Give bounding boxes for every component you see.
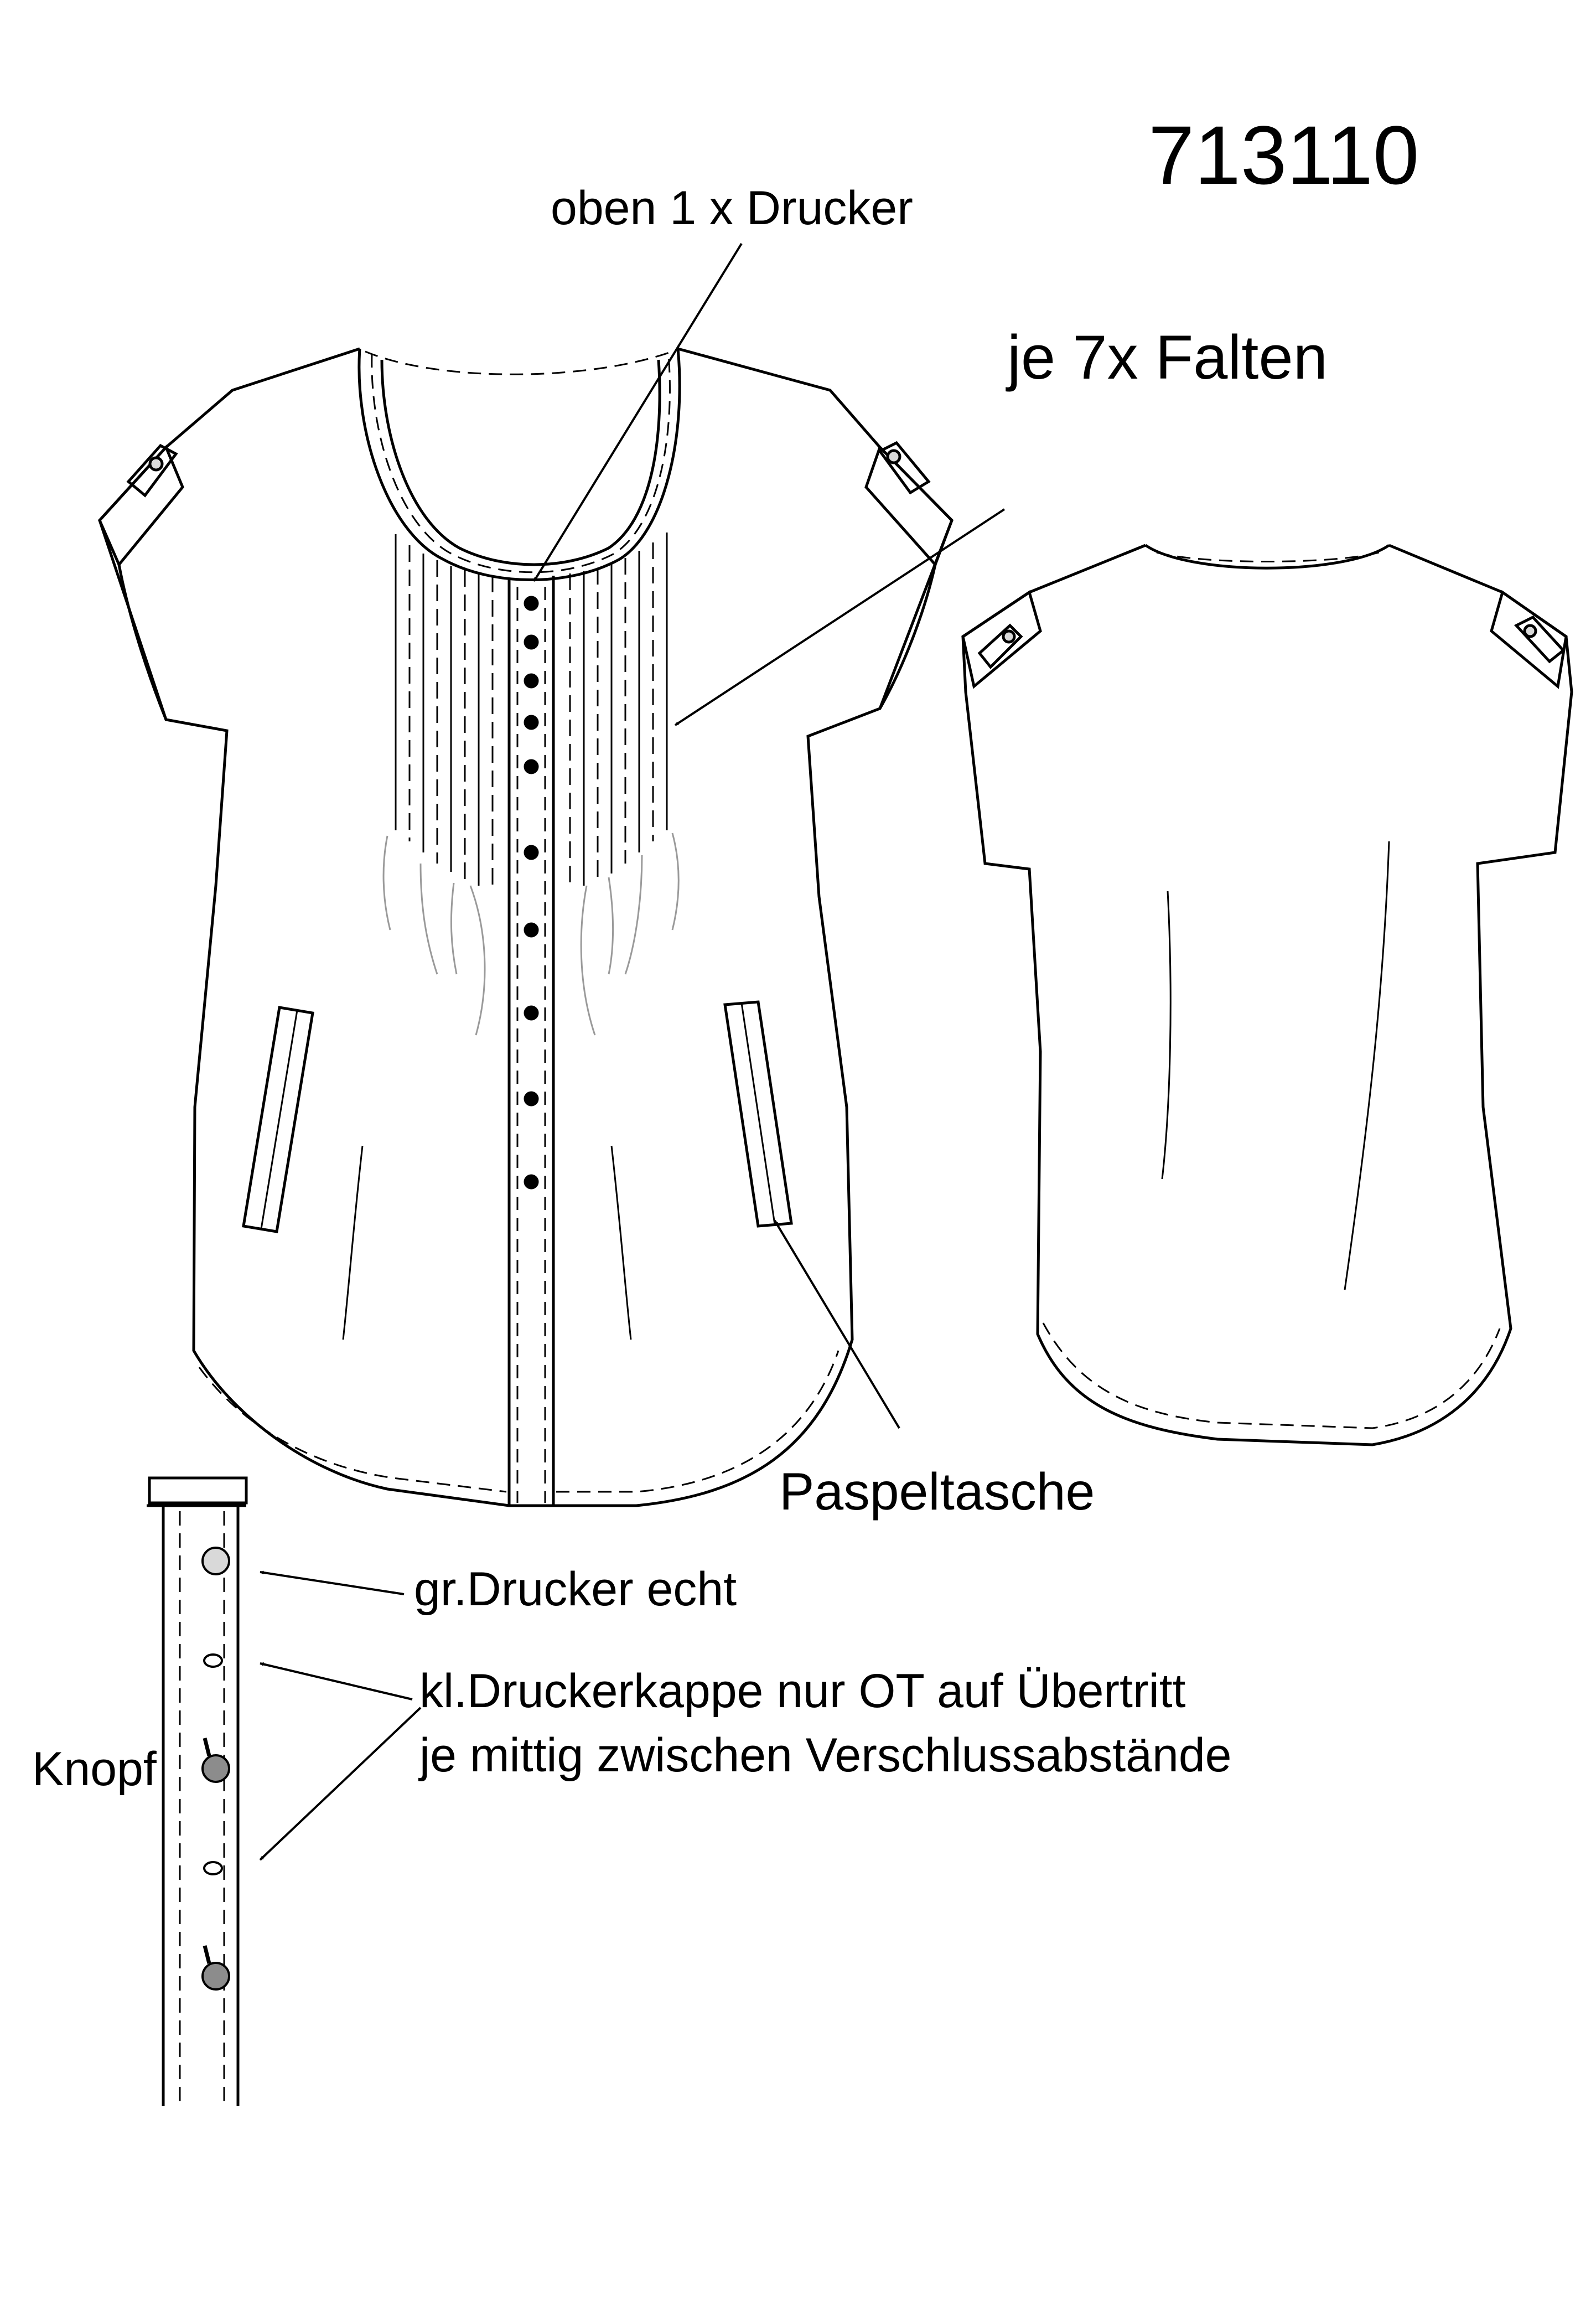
front-neckline-inner <box>382 360 660 565</box>
back-right-dart <box>1345 841 1389 1290</box>
back-body-outline <box>963 545 1572 1445</box>
detail-small-snap-cap-2 <box>204 1862 222 1874</box>
pleats-label: je 7x Falten <box>1007 323 1328 392</box>
leader-welt-pocket <box>775 1221 899 1428</box>
style-number: 713110 <box>1148 108 1419 201</box>
back-view <box>963 545 1572 1445</box>
detail-collar-block <box>149 1478 246 1503</box>
back-left-tab <box>980 626 1021 667</box>
front-left-sleeve-cuff <box>100 447 183 565</box>
front-right-tab-button <box>888 451 900 463</box>
front-left-welt-pocket <box>243 1007 313 1232</box>
front-left-tab-button <box>150 458 162 470</box>
leader-pleats <box>675 509 1004 725</box>
leader-large-snap <box>260 1572 404 1594</box>
leader-small-snap-2 <box>260 1708 421 1860</box>
back-right-tab <box>1516 617 1563 661</box>
front-neckline-band <box>359 349 680 580</box>
front-collar-top-stitch <box>365 351 672 374</box>
front-right-sleeve-cuff <box>866 447 952 565</box>
detail-button-2 <box>203 1963 229 1989</box>
detail-small-snap-cap <box>204 1655 222 1667</box>
detail-button <box>203 1755 229 1782</box>
large-snap-label: gr.Drucker echt <box>414 1563 737 1616</box>
detail-large-snap <box>203 1548 229 1574</box>
annotation-leaders <box>260 244 1004 1860</box>
leader-small-snap <box>260 1663 412 1699</box>
back-left-tab-button <box>1003 631 1014 642</box>
front-right-pintucks <box>570 533 667 888</box>
front-right-dart <box>612 1146 631 1340</box>
small-snap-label-line1: kl.Druckerkappe nur OT auf Übertritt <box>419 1664 1186 1718</box>
back-left-dart <box>1162 891 1170 1179</box>
front-left-pintucks <box>396 534 493 888</box>
back-right-tab-button <box>1525 626 1536 637</box>
small-snap-label-line2: je mittig zwischen Verschlussabstände <box>419 1729 1232 1782</box>
closure-detail <box>147 1478 246 2106</box>
button-label: Knopf <box>32 1743 157 1796</box>
front-right-tab <box>880 443 929 493</box>
welt-pocket-label: Paspeltasche <box>779 1462 1095 1521</box>
front-left-dart <box>343 1146 362 1340</box>
front-hem-stitch <box>199 1351 838 1492</box>
top-snap-label: oben 1 x Drucker <box>551 182 913 235</box>
front-view <box>100 349 952 1506</box>
front-buttons <box>525 597 537 1188</box>
back-left-sleeve-cuff <box>963 592 1040 686</box>
